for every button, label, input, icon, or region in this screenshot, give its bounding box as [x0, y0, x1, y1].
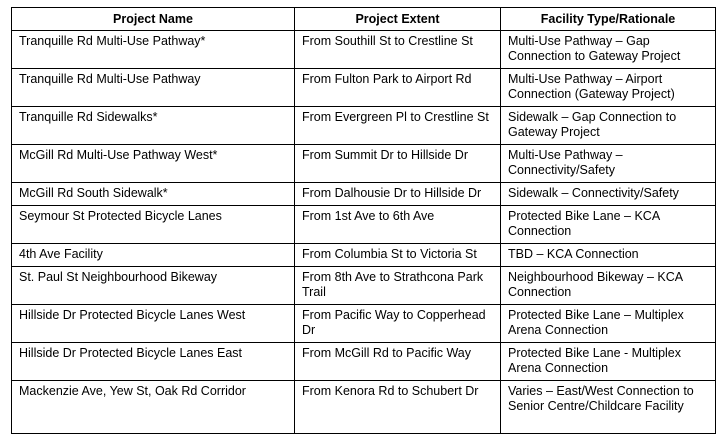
table-header-row — [12, 8, 716, 31]
projects-table — [11, 7, 716, 434]
cell-facility-type: Sidewalk – Gap Connection to Gateway Project — [501, 107, 716, 145]
cell-project-extent: From Evergreen Pl to Crestline St — [295, 107, 501, 145]
cell-project-name: Hillside Dr Protected Bicycle Lanes East — [12, 343, 295, 381]
cell-facility-type: Protected Bike Lane - Multiplex Arena Connection — [501, 343, 716, 381]
cell-project-name: Mackenzie Ave, Yew St, Oak Rd Corridor — [12, 381, 295, 434]
header-project-extent: Project Extent — [295, 8, 501, 31]
cell-facility-type: Multi-Use Pathway – Connectivity/Safety — [501, 145, 716, 183]
table-row — [12, 107, 716, 145]
table-row — [12, 69, 716, 107]
cell-project-name: Seymour St Protected Bicycle Lanes — [12, 206, 295, 244]
cell-project-extent: From Fulton Park to Airport Rd — [295, 69, 501, 107]
cell-project-name: St. Paul St Neighbourhood Bikeway — [12, 267, 295, 305]
cell-project-name: McGill Rd South Sidewalk* — [12, 183, 295, 206]
cell-project-extent: From 8th Ave to Strathcona Park Trail — [295, 267, 501, 305]
cell-project-extent: From Dalhousie Dr to Hillside Dr — [295, 183, 501, 206]
cell-project-name: Tranquille Rd Sidewalks* — [12, 107, 295, 145]
table-row — [12, 267, 716, 305]
header-project-name: Project Name — [12, 8, 295, 31]
table-row — [12, 244, 716, 267]
cell-facility-type: Multi-Use Pathway – Airport Connection (Gateway Project) — [501, 69, 716, 107]
table-row — [12, 381, 716, 434]
cell-facility-type: TBD – KCA Connection — [501, 244, 716, 267]
cell-facility-type: Neighbourhood Bikeway – KCA Connection — [501, 267, 716, 305]
cell-project-extent: From McGill Rd to Pacific Way — [295, 343, 501, 381]
cell-project-name: McGill Rd Multi-Use Pathway West* — [12, 145, 295, 183]
cell-project-name: Tranquille Rd Multi-Use Pathway* — [12, 31, 295, 69]
table-row — [12, 31, 716, 69]
cell-facility-type: Sidewalk – Connectivity/Safety — [501, 183, 716, 206]
cell-facility-type: Varies – East/West Connection to Senior Centre/Childcare Facility — [501, 381, 716, 434]
cell-project-extent: From Summit Dr to Hillside Dr — [295, 145, 501, 183]
cell-project-extent: From Southill St to Crestline St — [295, 31, 501, 69]
cell-project-name: Tranquille Rd Multi-Use Pathway — [12, 69, 295, 107]
table-row — [12, 145, 716, 183]
table-row — [12, 206, 716, 244]
cell-facility-type: Protected Bike Lane – Multiplex Arena Connection — [501, 305, 716, 343]
table-row — [12, 183, 716, 206]
cell-project-name: Hillside Dr Protected Bicycle Lanes West — [12, 305, 295, 343]
table-row — [12, 343, 716, 381]
header-facility-type: Facility Type/Rationale — [501, 8, 716, 31]
cell-facility-type: Protected Bike Lane – KCA Connection — [501, 206, 716, 244]
cell-facility-type: Multi-Use Pathway – Gap Connection to Gateway Project — [501, 31, 716, 69]
cell-project-extent: From Columbia St to Victoria St — [295, 244, 501, 267]
cell-project-extent: From Pacific Way to Copperhead Dr — [295, 305, 501, 343]
table-row — [12, 305, 716, 343]
cell-project-extent: From Kenora Rd to Schubert Dr — [295, 381, 501, 434]
cell-project-extent: From 1st Ave to 6th Ave — [295, 206, 501, 244]
cell-project-name: 4th Ave Facility — [12, 244, 295, 267]
